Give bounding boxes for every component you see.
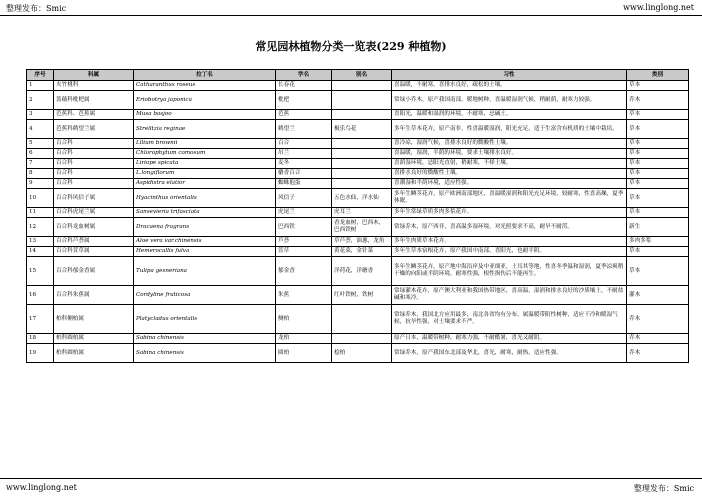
cell-family: 百合科 xyxy=(54,159,134,169)
cell-name: 芭蕉 xyxy=(276,110,332,120)
cell-latin: Sabina chinensis xyxy=(134,344,276,363)
cell-no: 4 xyxy=(27,120,54,139)
table-row xyxy=(27,110,689,120)
cell-habit: 常绿小乔木，原产我国南部，暖地树种，喜温暖湿润气候，稍耐荫，耐寒力较强。 xyxy=(392,91,627,110)
cell-alias: 洋荷花，洋蘑香 xyxy=(332,257,392,286)
header-name: 学名 xyxy=(276,70,332,81)
cell-latin: Aloe vera var.chinensis xyxy=(134,237,276,247)
cell-family: 芭蕉科、芭蕉属 xyxy=(54,110,134,120)
cell-family: 百合科萱草属 xyxy=(54,247,134,257)
cell-family: 百合科郁金香属 xyxy=(54,257,134,286)
footer-publisher: 整理发布：Smic xyxy=(633,484,694,493)
cell-no: 11 xyxy=(27,208,54,218)
cell-no: 14 xyxy=(27,247,54,257)
cell-alias xyxy=(332,110,392,120)
cell-family: 柏科圆柏属 xyxy=(54,334,134,344)
cell-alias xyxy=(332,81,392,91)
cell-latin: Eriobotrya japonica xyxy=(134,91,276,110)
cell-no: 15 xyxy=(27,257,54,286)
cell-habit: 喜潮湿和半荫环境，适应性强。 xyxy=(392,179,627,189)
document-title: 常见园林植物分类一览表(229 种植物) xyxy=(255,40,447,53)
cell-habit: 多年生鳞茎花卉，原产地中海沿岸及中亚细亚，土耳其等地，性喜冬季温和湿润，夏季凉爽稍干燥的向阳或半阴环境，耐寒性强，根性损伤后不能再生。 xyxy=(392,257,627,286)
header-latin: 拉丁名 xyxy=(134,70,276,81)
cell-category: 灌木 xyxy=(627,286,689,305)
cell-habit: 多年生草本宿根花卉，原产我国中南部，喜阳光，也耐半阴。 xyxy=(392,247,627,257)
cell-latin: Chlorophytum comosum xyxy=(134,149,276,159)
cell-category: 草本 xyxy=(627,257,689,286)
footer-website: www.linglong.net xyxy=(6,483,77,492)
cell-family: 夹竹桃科 xyxy=(54,81,134,91)
cell-name: 鹤望兰 xyxy=(276,120,332,139)
cell-alias: 极乐鸟花 xyxy=(332,120,392,139)
cell-family: 百合科龙血树属 xyxy=(54,218,134,237)
plant-table xyxy=(26,69,689,363)
cell-category: 乔木 xyxy=(627,305,689,334)
cell-habit: 喜阳光，温暖和湿润的环境，不耐寒，忌碱土。 xyxy=(392,110,627,120)
table-row xyxy=(27,159,689,169)
cell-habit: 喜温暖，湿润，半荫的环境，要求土壤排水良好。 xyxy=(392,149,627,159)
cell-habit: 喜温暖，不耐寒，喜排水良好，疏松的土壤。 xyxy=(392,81,627,91)
table-row xyxy=(27,139,689,149)
cell-no: 1 xyxy=(27,81,54,91)
cell-name: 巴西铁 xyxy=(276,218,332,237)
cell-habit: 常绿乔木，原产西非，喜高温多湿环境，对光照要求不高，耐旱不耐涝。 xyxy=(392,218,627,237)
header-rule xyxy=(0,15,702,16)
cell-latin: Sansevieria trifasciata xyxy=(134,208,276,218)
cell-family: 百合科风信子属 xyxy=(54,189,134,208)
cell-alias: 香龙血树，巴西木，巴西铁树 xyxy=(332,218,392,237)
header-habit: 习性 xyxy=(392,70,627,81)
cell-alias: 五色水仙，洋水仙 xyxy=(332,189,392,208)
cell-category: 草本 xyxy=(627,179,689,189)
cell-habit: 多年生常绿草质多肉多浆花卉。 xyxy=(392,208,627,218)
cell-no: 6 xyxy=(27,149,54,159)
cell-family: 百合科 xyxy=(54,149,134,159)
cell-family: 百合科 xyxy=(54,169,134,179)
cell-no: 5 xyxy=(27,139,54,149)
cell-alias xyxy=(332,169,392,179)
cell-habit: 常绿乔木，我国北方应用最多，南北各省均有分布，属温暖带阳性树种，适应干冷和暖湿气候，抗旱性强，对土壤要求不严。 xyxy=(392,305,627,334)
cell-alias xyxy=(332,159,392,169)
cell-no: 7 xyxy=(27,159,54,169)
cell-latin: Cordyline fruticosa xyxy=(134,286,276,305)
cell-habit: 喜荫湿环境，忌阳光直射，稍耐寒，不择土壤。 xyxy=(392,159,627,169)
cell-habit: 原产日本，温暖带树种，耐寒力强，不耐酷暑，喜光又耐阴。 xyxy=(392,334,627,344)
cell-latin: Tulipa gesneriana xyxy=(134,257,276,286)
header-no: 序号 xyxy=(27,70,54,81)
cell-no: 3 xyxy=(27,110,54,120)
cell-habit: 常绿乔木，原产我国东北部及华北，喜光，耐寒，耐热，适应性强。 xyxy=(392,344,627,363)
table-row xyxy=(27,189,689,208)
cell-no: 9 xyxy=(27,179,54,189)
header-publisher: 整理发布：Smic xyxy=(6,4,67,13)
cell-category: 草本 xyxy=(627,208,689,218)
cell-category: 草本 xyxy=(627,110,689,120)
cell-family: 百合科 xyxy=(54,139,134,149)
cell-latin: Lilium brownii xyxy=(134,139,276,149)
cell-alias xyxy=(332,91,392,110)
cell-category: 草本 xyxy=(627,120,689,139)
cell-category: 草本 xyxy=(627,149,689,159)
cell-habit: 常绿灌木花卉，原产澳大利亚和我国热带地区，喜高温，湿润和排水良好的沙质壤土，不耐盐碱和寒冷。 xyxy=(392,286,627,305)
cell-latin: Dracaena fragrans xyxy=(134,218,276,237)
cell-category: 新生 xyxy=(627,218,689,237)
table-row xyxy=(27,81,689,91)
cell-alias xyxy=(332,179,392,189)
cell-name: 长春花 xyxy=(276,81,332,91)
cell-latin: Liriope spicata xyxy=(134,159,276,169)
cell-latin: Musa basjoo xyxy=(134,110,276,120)
cell-habit: 多年生肉质草本花卉。 xyxy=(392,237,627,247)
header-category: 类别 xyxy=(627,70,689,81)
cell-latin: L.longiflorum xyxy=(134,169,276,179)
cell-family: 百合科 xyxy=(54,179,134,189)
cell-category: 草本 xyxy=(627,159,689,169)
table-row xyxy=(27,169,689,179)
cell-alias: 红叶铁树，铁树 xyxy=(332,286,392,305)
cell-category: 多肉多浆 xyxy=(627,237,689,247)
cell-alias: 黄花菜，金针菜 xyxy=(332,247,392,257)
cell-family: 柏科侧柏属 xyxy=(54,305,134,334)
footer-rule xyxy=(0,478,702,479)
table-row xyxy=(27,257,689,286)
cell-habit: 喜冷凉，湿润气候，喜排水良好的微酸性土壤。 xyxy=(392,139,627,149)
cell-name: 枇杷 xyxy=(276,91,332,110)
cell-family: 百合科芦荟属 xyxy=(54,237,134,247)
cell-name: 麦冬 xyxy=(276,159,332,169)
cell-name: 朱蕉 xyxy=(276,286,332,305)
cell-latin: Aspidistra elatior xyxy=(134,179,276,189)
cell-habit: 多年生鳞茎花卉，原产欧洲南部地区，喜温暖湿润和阳光充足环境，较耐寒，性喜高燥，夏季休眠。 xyxy=(392,189,627,208)
cell-alias xyxy=(332,149,392,159)
cell-name: 虎尾兰 xyxy=(276,208,332,218)
cell-no: 13 xyxy=(27,237,54,247)
table-row xyxy=(27,120,689,139)
cell-family: 百合科朱蕉属 xyxy=(54,286,134,305)
cell-no: 2 xyxy=(27,91,54,110)
cell-name: 麝香百合 xyxy=(276,169,332,179)
header-family: 科属 xyxy=(54,70,134,81)
cell-name: 萱草 xyxy=(276,247,332,257)
table-row xyxy=(27,91,689,110)
cell-category: 草本 xyxy=(627,247,689,257)
cell-family: 柏科圆柏属 xyxy=(54,344,134,363)
cell-name: 吊兰 xyxy=(276,149,332,159)
cell-latin: Platycladus orientalis xyxy=(134,305,276,334)
cell-alias: 虎耳兰 xyxy=(332,208,392,218)
cell-category: 乔木 xyxy=(627,344,689,363)
cell-habit: 多年生草本花卉，原产南非，性喜温暖湿润，阳光充足，适于生富含有机质的土壤中栽培。 xyxy=(392,120,627,139)
table-row xyxy=(27,344,689,363)
table-row xyxy=(27,305,689,334)
table-row xyxy=(27,237,689,247)
table-row xyxy=(27,179,689,189)
cell-category: 草本 xyxy=(627,169,689,179)
cell-latin: Catharanthus roseus xyxy=(134,81,276,91)
table-row xyxy=(27,149,689,159)
header-alias: 别名 xyxy=(332,70,392,81)
cell-name: 百合 xyxy=(276,139,332,149)
cell-latin: Strelitzia reginae xyxy=(134,120,276,139)
cell-alias xyxy=(332,334,392,344)
cell-category: 乔木 xyxy=(627,334,689,344)
cell-category: 草本 xyxy=(627,81,689,91)
cell-alias: 桧柏 xyxy=(332,344,392,363)
cell-name: 圆柏 xyxy=(276,344,332,363)
cell-name: 风信子 xyxy=(276,189,332,208)
cell-no: 19 xyxy=(27,344,54,363)
cell-family: 蔷薇科枇杷属 xyxy=(54,91,134,110)
cell-name: 郁金香 xyxy=(276,257,332,286)
cell-latin: Hemerocallis fulva xyxy=(134,247,276,257)
cell-category: 草本 xyxy=(627,189,689,208)
cell-no: 12 xyxy=(27,218,54,237)
cell-category: 乔木 xyxy=(627,91,689,110)
table-row xyxy=(27,286,689,305)
cell-name: 蜘蛛抱蛋 xyxy=(276,179,332,189)
cell-no: 16 xyxy=(27,286,54,305)
cell-habit: 喜排水良好的微酸性土壤。 xyxy=(392,169,627,179)
cell-latin: Hyacinthus orientalis xyxy=(134,189,276,208)
table-header-row xyxy=(27,70,689,81)
table-row xyxy=(27,247,689,257)
table-row xyxy=(27,218,689,237)
cell-family: 芭蕉科鹤望兰属 xyxy=(54,120,134,139)
cell-alias xyxy=(332,139,392,149)
cell-no: 17 xyxy=(27,305,54,334)
cell-name: 侧柏 xyxy=(276,305,332,334)
cell-latin: Sabina chinensis xyxy=(134,334,276,344)
cell-family: 百合科虎尾兰属 xyxy=(54,208,134,218)
cell-category: 草本 xyxy=(627,139,689,149)
cell-alias: 草芦荟，油葱，龙角 xyxy=(332,237,392,247)
table-row xyxy=(27,334,689,344)
cell-alias xyxy=(332,305,392,334)
header-website: www.linglong.net xyxy=(623,3,694,12)
table-row xyxy=(27,208,689,218)
cell-no: 10 xyxy=(27,189,54,208)
cell-no: 8 xyxy=(27,169,54,179)
cell-name: 龙柏 xyxy=(276,334,332,344)
cell-name: 芦荟 xyxy=(276,237,332,247)
cell-no: 18 xyxy=(27,334,54,344)
